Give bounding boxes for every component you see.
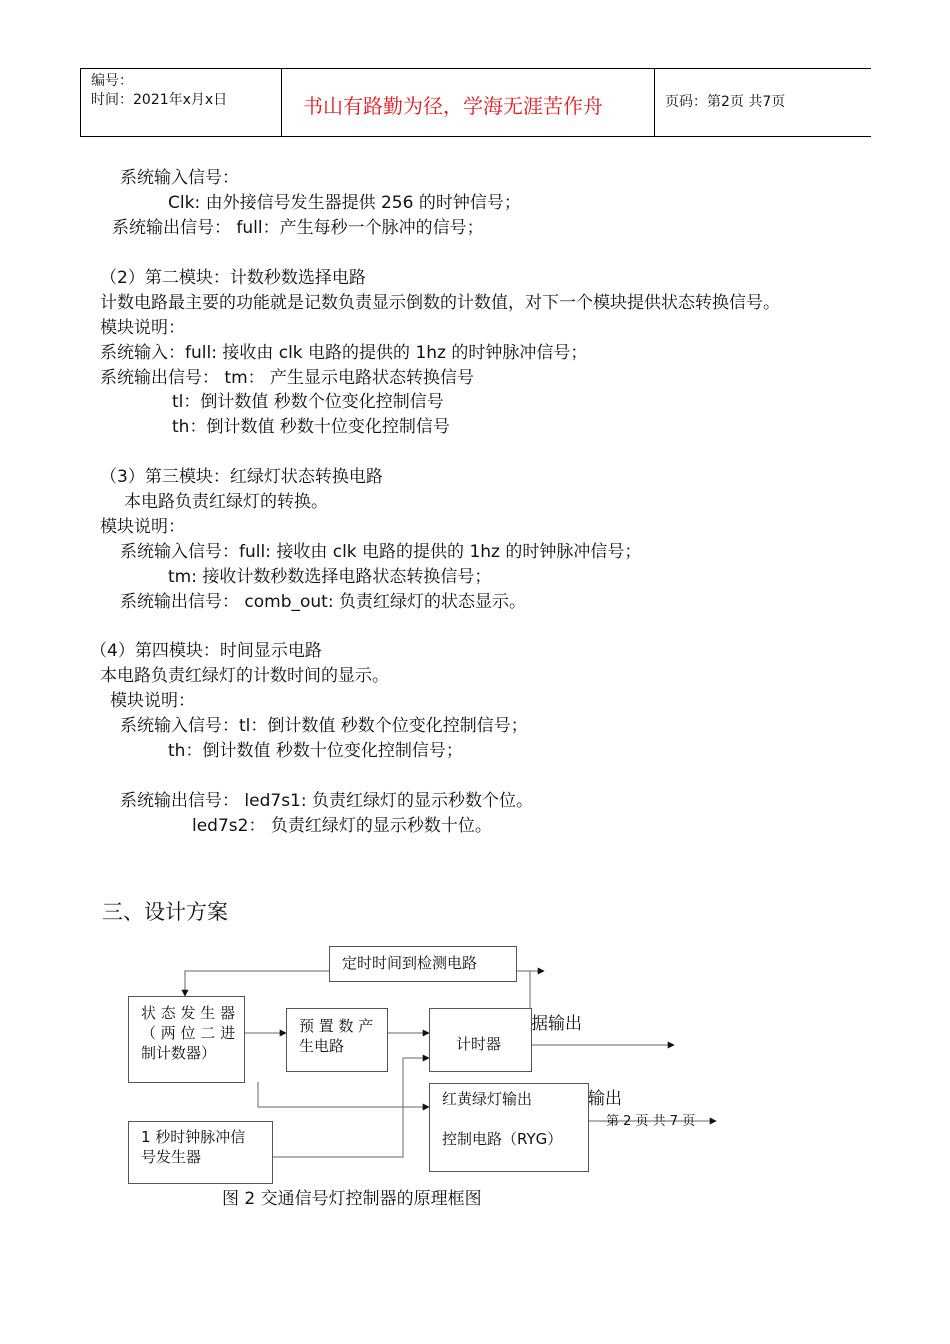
text-line: th：倒计数值 秒数十位变化控制信号 bbox=[172, 417, 450, 437]
text-line: th：倒计数值 秒数十位变化控制信号； bbox=[168, 741, 463, 761]
timer-box bbox=[429, 1008, 532, 1072]
pulse-generator-label-1: 1 秒时钟脉冲信 bbox=[141, 1128, 246, 1146]
text-line: 本电路负责红绿灯的转换。 bbox=[124, 492, 328, 512]
document-number-label: 编号： bbox=[91, 73, 133, 89]
document-date-label: 时间：2021年x月x日 bbox=[91, 92, 228, 108]
state-generator-label-3: 制计数器） bbox=[141, 1044, 217, 1062]
timer-label: 计时器 bbox=[456, 1035, 502, 1053]
text-line: 系统输入信号：full: 接收由 clk 电路的提供的 1hz 的时钟脉冲信号； bbox=[120, 542, 642, 562]
text-line: led7s2： 负责红绿灯的显示秒数十位。 bbox=[192, 816, 492, 836]
light-control-label-1: 红黄绿灯输出 bbox=[442, 1090, 533, 1108]
text-line: 本电路负责红绿灯的计数时间的显示。 bbox=[100, 666, 389, 686]
data-output-label: 据输出 bbox=[531, 1014, 582, 1034]
motto-text: 书山有路勤为径，学海无涯苦作舟 bbox=[303, 94, 603, 118]
module-heading: （3）第三模块：红绿灯状态转换电路 bbox=[100, 467, 383, 487]
text-line: tm: 接收计数秒数选择电路状态转换信号； bbox=[168, 567, 492, 587]
section-heading: 三、设计方案 bbox=[102, 900, 228, 924]
module-heading: （2）第二模块：计数秒数选择电路 bbox=[100, 268, 366, 288]
text-line: tl：倒计数值 秒数个位变化控制信号 bbox=[172, 392, 444, 412]
text-line: 模块说明： bbox=[100, 318, 185, 338]
timer-check-label: 定时时间到检测电路 bbox=[342, 954, 478, 972]
light-control-label-2: 控制电路（RYG） bbox=[442, 1130, 563, 1148]
light-control-box bbox=[429, 1083, 589, 1172]
preset-circuit-label-2: 生电路 bbox=[299, 1037, 345, 1055]
text-line: Clk: 由外接信号发生器提供 256 的时钟信号； bbox=[168, 193, 521, 213]
text-line: 计数电路最主要的功能就是记数负责显示倒数的计数值，对下一个模块提供状态转换信号。 bbox=[100, 293, 780, 313]
text-line: 系统输出信号： tm： 产生显示电路状态转换信号 bbox=[100, 368, 475, 388]
figure-caption: 图 2 交通信号灯控制器的原理框图 bbox=[222, 1189, 482, 1209]
text-line: 系统输出信号： led7s1: 负责红绿灯的显示秒数个位。 bbox=[120, 791, 533, 811]
page-number-label: 页码：第2页 共7页 bbox=[665, 94, 786, 110]
text-line: 模块说明： bbox=[100, 517, 185, 537]
text-line: 系统输入信号： bbox=[120, 168, 239, 188]
text-line: 系统输出信号： full：产生每秒一个脉冲的信号； bbox=[112, 218, 484, 238]
module-heading: （4）第四模块：时间显示电路 bbox=[90, 641, 322, 661]
state-generator-label-1: 状 态 发 生 器 bbox=[141, 1004, 236, 1022]
output-label: 输出 bbox=[588, 1089, 622, 1109]
text-line: 系统输出信号： comb_out: 负责红绿灯的状态显示。 bbox=[120, 592, 526, 612]
text-line: 系统输入信号：tl：倒计数值 秒数个位变化控制信号； bbox=[120, 716, 528, 736]
preset-circuit-label-1: 预 置 数 产 bbox=[299, 1017, 374, 1035]
state-generator-box bbox=[128, 996, 245, 1083]
pulse-generator-label-2: 号发生器 bbox=[141, 1148, 202, 1166]
preset-circuit-box bbox=[286, 1008, 388, 1072]
timer-check-box bbox=[329, 946, 517, 982]
text-line: 系统输入：full: 接收由 clk 电路的提供的 1hz 的时钟脉冲信号； bbox=[100, 343, 588, 363]
state-generator-label-2: （ 两 位 二 进 bbox=[141, 1024, 236, 1042]
pulse-generator-box bbox=[128, 1121, 273, 1184]
diagram-page-note: 第 2 页 共 7 页 bbox=[606, 1114, 696, 1129]
text-line: 模块说明： bbox=[110, 691, 195, 711]
